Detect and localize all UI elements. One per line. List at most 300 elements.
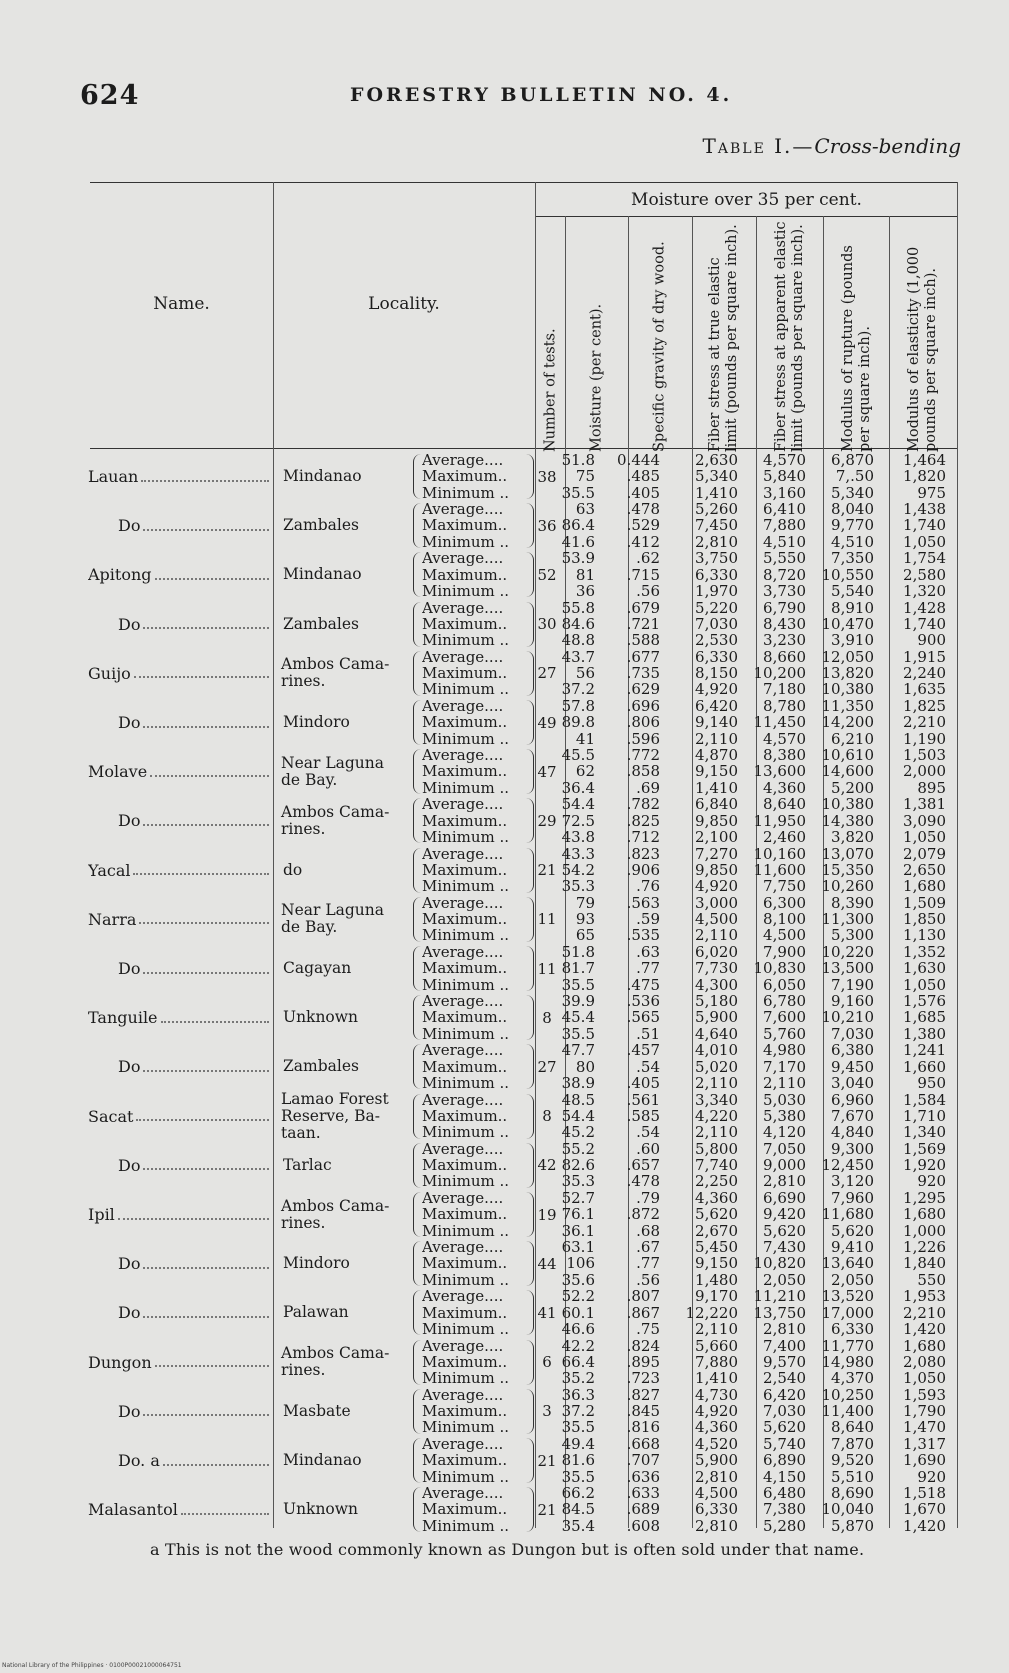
cell-moisture: 35.6 — [561, 1270, 595, 1289]
cell-elasticity: 2,240 — [903, 664, 946, 683]
cell-elasticity: 975 — [917, 483, 946, 502]
cell-elasticity: 1,630 — [903, 959, 946, 978]
cell-moisture: 53.9 — [561, 549, 595, 568]
stat-label: Average.... — [422, 550, 504, 567]
table-row — [90, 600, 958, 649]
cell-fiber-true: 7,730 — [695, 959, 738, 978]
cell-fiber-apparent: 8,100 — [763, 910, 806, 929]
cell-moisture: 36.4 — [561, 778, 595, 797]
cell-fiber-apparent: 11,950 — [753, 811, 806, 830]
cell-fiber-true: 5,340 — [695, 467, 738, 486]
cell-moisture: 66.4 — [561, 1352, 595, 1371]
cell-rupture: 13,820 — [821, 664, 874, 683]
header-fiber-apparent — [759, 220, 821, 452]
row-locality: Ambos Cama- rines. — [281, 655, 390, 691]
cell-elasticity: 1,635 — [903, 680, 946, 699]
cell-gravity: .816 — [626, 1418, 660, 1437]
cell-rupture: 5,340 — [831, 483, 874, 502]
row-name-text: Guijo — [88, 663, 131, 683]
cell-elasticity: 1,050 — [903, 532, 946, 551]
cell-rupture: 10,260 — [821, 877, 874, 896]
header-fiber-true-text: Fiber stress at true elastic limit (pounds per square inch). — [707, 224, 740, 452]
row-locality: do — [283, 860, 303, 879]
cell-fiber-apparent: 7,600 — [763, 1008, 806, 1027]
cell-rupture: 6,380 — [831, 1041, 874, 1060]
cell-fiber-apparent: 4,150 — [763, 1467, 806, 1486]
stat-label: Minimum .. — [422, 484, 510, 501]
row-tests: 30 — [537, 615, 557, 634]
cell-gravity: .79 — [636, 1189, 660, 1207]
cell-fiber-true: 8,150 — [695, 664, 738, 683]
cell-rupture: 4,510 — [831, 532, 874, 551]
cell-fiber-apparent: 8,380 — [763, 746, 806, 765]
table-row — [90, 846, 958, 895]
cell-fiber-apparent: 10,830 — [753, 959, 806, 978]
brace-left — [413, 651, 422, 696]
stat-label: Average.... — [422, 648, 504, 666]
cell-elasticity: 1,428 — [903, 598, 946, 617]
cell-moisture: 81 — [575, 565, 595, 584]
cell-fiber-apparent: 4,570 — [763, 451, 806, 469]
cell-fiber-true: 4,920 — [695, 877, 738, 896]
header-rupture-text: Modulus of rupture (pounds per square inch). — [839, 245, 873, 452]
stat-label: Average.... — [422, 845, 504, 862]
stat-label: Maximum.. — [422, 517, 508, 534]
cell-moisture: 43.3 — [561, 844, 595, 863]
cell-fiber-apparent: 9,420 — [763, 1205, 806, 1224]
stat-label: Average.... — [422, 1337, 504, 1354]
brace-left — [413, 995, 422, 1040]
stat-label: Minimum .. — [422, 1468, 510, 1485]
cell-elasticity: 1,569 — [903, 1139, 946, 1158]
cell-gravity: .67 — [636, 1238, 660, 1257]
cell-rupture: 9,300 — [831, 1139, 874, 1158]
cell-fiber-apparent: 4,360 — [763, 778, 806, 797]
cell-elasticity: 2,650 — [903, 860, 946, 879]
cell-fiber-true: 2,530 — [695, 631, 738, 650]
row-locality: Mindanao — [283, 1451, 362, 1469]
cell-moisture: 41.6 — [561, 532, 595, 551]
row-name — [88, 944, 273, 993]
cell-fiber-true: 6,330 — [695, 565, 738, 584]
cell-moisture: 35.3 — [561, 1172, 595, 1191]
cell-fiber-apparent: 6,890 — [763, 1451, 806, 1470]
cell-fiber-apparent: 6,300 — [763, 893, 806, 912]
row-locality: Zambales — [283, 516, 359, 535]
table-row — [90, 1141, 958, 1190]
cell-moisture: 81.6 — [561, 1451, 595, 1470]
cell-moisture: 106 — [566, 1254, 595, 1273]
cell-gravity: .668 — [626, 1435, 660, 1453]
cell-elasticity: 1,050 — [903, 975, 946, 994]
row-name — [88, 1485, 273, 1534]
row-tests: 8 — [542, 1008, 552, 1027]
cell-gravity: .475 — [626, 975, 660, 994]
cell-moisture: 79 — [575, 893, 595, 912]
header-elasticity-text: Modulus of elasticity (1,000 pounds per square inch). — [906, 246, 939, 452]
cell-gravity: .75 — [636, 1319, 660, 1338]
cell-moisture: 43.8 — [561, 827, 595, 846]
cell-gravity: .906 — [626, 860, 660, 879]
cell-fiber-true: 7,450 — [695, 516, 738, 535]
cell-rupture: 11,300 — [821, 910, 874, 929]
cell-gravity: .677 — [626, 647, 660, 666]
row-locality: Near Laguna de Bay. — [281, 901, 384, 937]
cell-fiber-apparent: 7,400 — [763, 1336, 806, 1355]
cell-moisture: 35.4 — [561, 1516, 595, 1535]
cell-elasticity: 1,840 — [903, 1254, 946, 1273]
row-tests: 21 — [537, 1500, 557, 1519]
cell-fiber-true: 2,110 — [695, 1073, 738, 1092]
cell-gravity: .529 — [626, 516, 660, 535]
cell-moisture: 38.9 — [561, 1073, 595, 1092]
stat-label: Minimum .. — [422, 1320, 510, 1338]
row-name-text: Do — [118, 1254, 141, 1274]
cell-rupture: 8,390 — [831, 893, 874, 912]
cell-fiber-apparent: 11,450 — [753, 713, 806, 732]
cell-rupture: 4,840 — [831, 1123, 874, 1142]
cell-rupture: 10,380 — [821, 680, 874, 699]
header-tests-text: Number of tests. — [542, 328, 559, 452]
row-tests: 8 — [542, 1107, 552, 1126]
cell-elasticity: 1,680 — [903, 1336, 946, 1355]
cell-elasticity: 1,420 — [903, 1319, 946, 1338]
stat-label: Maximum.. — [422, 960, 508, 977]
stat-label: Average.... — [422, 747, 504, 764]
cell-moisture: 63 — [575, 500, 595, 519]
brace-left — [413, 897, 422, 942]
cell-moisture: 35.2 — [561, 1369, 595, 1388]
cell-moisture: 47.7 — [561, 1041, 595, 1060]
row-name-text: Do — [118, 1401, 141, 1421]
cell-gravity: .56 — [636, 581, 660, 600]
cell-fiber-true: 4,010 — [695, 1041, 738, 1060]
cell-fiber-apparent: 6,420 — [763, 1385, 806, 1404]
stat-label: Minimum .. — [422, 1124, 510, 1141]
table-row — [90, 993, 958, 1042]
cell-fiber-apparent: 2,460 — [763, 827, 806, 846]
brace-left — [413, 602, 422, 647]
brace-left — [413, 749, 422, 794]
cell-elasticity: 1,295 — [903, 1189, 946, 1207]
row-tests: 21 — [537, 861, 557, 880]
cell-moisture: 51.8 — [561, 451, 595, 469]
table-row — [90, 1190, 958, 1239]
cell-fiber-true: 5,260 — [695, 500, 738, 519]
cell-fiber-apparent: 6,480 — [763, 1484, 806, 1503]
running-head: FORESTRY BULLETIN NO. 4. — [350, 84, 733, 106]
cell-moisture: 62 — [575, 762, 595, 781]
stat-label: Maximum.. — [422, 1107, 508, 1125]
cell-gravity: .405 — [626, 483, 660, 502]
cell-fiber-apparent: 7,030 — [763, 1402, 806, 1421]
cell-fiber-true: 2,810 — [695, 1516, 738, 1535]
cell-moisture: 45.2 — [561, 1123, 595, 1142]
leader-dots — [143, 627, 269, 629]
cell-rupture: 3,040 — [831, 1073, 874, 1092]
row-name-text: Do — [118, 1303, 141, 1323]
row-name-text: Lauan — [88, 467, 139, 486]
cell-fiber-apparent: 5,550 — [763, 549, 806, 568]
cell-elasticity: 2,580 — [903, 565, 946, 584]
cell-elasticity: 900 — [917, 631, 946, 650]
cell-elasticity: 1,518 — [903, 1484, 946, 1503]
cell-moisture: 35.5 — [561, 1024, 595, 1043]
cell-rupture: 11,770 — [821, 1336, 874, 1355]
row-tests: 6 — [542, 1353, 552, 1372]
table-row — [90, 1485, 958, 1534]
row-tests: 19 — [537, 1205, 557, 1224]
cell-elasticity: 1,740 — [903, 614, 946, 633]
header-tests — [537, 220, 565, 452]
cell-moisture: 55.8 — [561, 598, 595, 617]
cell-fiber-apparent: 6,410 — [763, 500, 806, 519]
cell-gravity: .823 — [626, 844, 660, 863]
stat-label: Average.... — [422, 894, 504, 912]
cell-elasticity: 1,850 — [903, 910, 946, 929]
stat-label: Minimum .. — [422, 1173, 510, 1190]
cell-fiber-apparent: 4,120 — [763, 1123, 806, 1142]
leader-dots — [143, 972, 269, 974]
cell-gravity: .588 — [626, 631, 660, 650]
cell-fiber-apparent: 8,640 — [763, 795, 806, 814]
table-row — [90, 1387, 958, 1436]
row-locality: Unknown — [283, 1008, 359, 1027]
leader-dots — [143, 1414, 269, 1416]
row-locality: Ambos Cama- rines. — [281, 1196, 390, 1232]
cell-moisture: 81.7 — [561, 959, 595, 978]
cell-gravity: .54 — [636, 1123, 660, 1142]
cell-rupture: 10,220 — [821, 943, 874, 961]
cell-fiber-true: 2,110 — [695, 926, 738, 945]
stat-label: Minimum .. — [422, 730, 510, 747]
row-locality: Zambales — [283, 614, 359, 633]
cell-elasticity: 920 — [917, 1172, 946, 1191]
row-tests: 27 — [537, 1057, 557, 1076]
cell-fiber-apparent: 9,000 — [763, 1156, 806, 1175]
header-gravity — [631, 220, 689, 452]
cell-gravity: .596 — [626, 729, 660, 748]
brace-left — [413, 1094, 422, 1139]
cell-fiber-true: 2,110 — [695, 729, 738, 748]
cell-fiber-true: 5,220 — [695, 598, 738, 617]
row-name — [88, 993, 273, 1042]
row-name-text: Malasantol — [88, 1500, 178, 1520]
cell-gravity: .77 — [636, 1254, 660, 1273]
table-caption — [703, 134, 961, 158]
stat-label: Maximum.. — [422, 812, 508, 829]
cell-fiber-apparent: 5,840 — [763, 467, 806, 486]
cell-rupture: 13,500 — [821, 959, 874, 978]
cell-elasticity: 1,464 — [903, 451, 946, 469]
cell-gravity: .68 — [636, 1221, 660, 1240]
header-moisture-text: Moisture (per cent). — [588, 303, 605, 452]
stat-label: Minimum .. — [422, 582, 510, 600]
cell-fiber-apparent: 7,750 — [763, 877, 806, 896]
table-row — [90, 796, 958, 845]
cell-elasticity: 1,690 — [903, 1451, 946, 1470]
row-tests: 44 — [537, 1254, 557, 1273]
cell-fiber-true: 4,300 — [695, 975, 738, 994]
stat-label: Minimum .. — [422, 1271, 510, 1289]
cell-elasticity: 1,381 — [903, 795, 946, 814]
row-name — [88, 1288, 273, 1337]
cell-gravity: .806 — [626, 713, 660, 732]
leader-dots — [141, 480, 269, 482]
cell-gravity: .485 — [626, 467, 660, 486]
cell-moisture: 52.7 — [561, 1189, 595, 1207]
leader-dots — [163, 1464, 269, 1466]
brace-left — [413, 552, 422, 597]
cell-fiber-true: 4,220 — [695, 1106, 738, 1125]
row-tests: 21 — [537, 1451, 557, 1470]
row-name — [88, 698, 273, 747]
cell-moisture: 36.3 — [561, 1385, 595, 1404]
table-row — [90, 1288, 958, 1337]
cell-gravity: .76 — [636, 877, 660, 896]
cell-fiber-apparent: 2,540 — [763, 1369, 806, 1388]
stat-label: Maximum.. — [422, 566, 508, 583]
leader-dots — [143, 726, 269, 728]
cell-fiber-true: 9,850 — [695, 860, 738, 879]
table-row — [90, 747, 958, 796]
cell-elasticity: 1,503 — [903, 746, 946, 765]
leader-dots — [181, 1513, 269, 1515]
stat-label: Minimum .. — [422, 1074, 510, 1092]
table-caption-title: Cross-bending — [814, 134, 961, 158]
stat-label: Minimum .. — [422, 779, 510, 797]
cell-rupture: 5,540 — [831, 581, 874, 600]
leader-dots — [143, 529, 269, 531]
cell-fiber-true: 4,500 — [695, 910, 738, 929]
cell-fiber-true: 5,800 — [695, 1139, 738, 1158]
brace-left — [413, 1389, 422, 1434]
leader-dots — [161, 1021, 269, 1023]
cell-moisture: 35.5 — [561, 1467, 595, 1486]
stat-label: Maximum.. — [422, 911, 508, 928]
cell-elasticity: 1,130 — [903, 926, 946, 945]
cell-gravity: .54 — [636, 1057, 660, 1076]
cell-elasticity: 1,320 — [903, 581, 946, 600]
row-tests: 36 — [537, 516, 557, 535]
stat-label: Minimum .. — [422, 1517, 510, 1535]
row-tests: 47 — [537, 762, 557, 781]
cell-fiber-true: 1,410 — [695, 778, 738, 797]
cell-moisture: 43.7 — [561, 647, 595, 666]
cell-fiber-true: 12,220 — [685, 1303, 738, 1322]
cell-fiber-apparent: 7,900 — [763, 943, 806, 961]
cell-elasticity: 1,754 — [903, 549, 946, 568]
row-locality: Unknown — [283, 1500, 359, 1519]
stat-label: Minimum .. — [422, 632, 510, 649]
page-number: 624 — [80, 80, 140, 111]
cell-fiber-true: 6,420 — [695, 697, 738, 715]
row-name — [88, 747, 273, 796]
cell-fiber-apparent: 2,110 — [763, 1073, 806, 1092]
header-fiber-apparent-text: Fiber stress at apparent elastic limit (pounds per square inch). — [773, 221, 806, 452]
leader-dots — [133, 873, 269, 875]
table-row — [90, 895, 958, 944]
cell-fiber-true: 2,630 — [695, 451, 738, 469]
stat-label: Average.... — [422, 1190, 504, 1207]
cell-moisture: 60.1 — [561, 1303, 595, 1322]
cell-moisture: 42.2 — [561, 1336, 595, 1355]
cell-elasticity: 2,080 — [903, 1352, 946, 1371]
cell-elasticity: 1,380 — [903, 1024, 946, 1043]
stat-label: Average.... — [422, 1091, 504, 1108]
cell-moisture: 65 — [575, 926, 595, 945]
row-locality: Ambos Cama- rines. — [281, 802, 390, 838]
cell-gravity: .858 — [626, 762, 660, 781]
cell-fiber-apparent: 8,430 — [763, 614, 806, 633]
cell-fiber-true: 2,100 — [695, 827, 738, 846]
cell-fiber-true: 9,140 — [695, 713, 738, 732]
cell-elasticity: 1,317 — [903, 1435, 946, 1453]
cell-rupture: 8,910 — [831, 598, 874, 617]
stat-label: Maximum.. — [422, 1255, 508, 1272]
cell-elasticity: 950 — [917, 1073, 946, 1092]
leader-dots — [139, 922, 269, 924]
cell-fiber-apparent: 7,050 — [763, 1139, 806, 1158]
row-name-text: Dungon — [88, 1352, 152, 1372]
cell-moisture: 41 — [575, 729, 595, 748]
row-name — [88, 1042, 273, 1091]
brace-left — [413, 1143, 422, 1188]
leader-dots — [155, 578, 269, 580]
cell-rupture: 14,380 — [821, 811, 874, 830]
row-name — [88, 796, 273, 845]
cell-fiber-apparent: 13,750 — [753, 1303, 806, 1322]
stat-label: Average.... — [422, 599, 504, 616]
cell-rupture: 9,450 — [831, 1057, 874, 1076]
cell-rupture: 2,050 — [831, 1270, 874, 1289]
stat-label: Minimum .. — [422, 878, 510, 895]
cell-fiber-apparent: 4,500 — [763, 926, 806, 945]
cell-elasticity: 1,340 — [903, 1123, 946, 1142]
cell-moisture: 39.9 — [561, 992, 595, 1011]
stat-label: Maximum.. — [422, 615, 508, 633]
cell-moisture: 36.1 — [561, 1221, 595, 1240]
cell-moisture: 84.5 — [561, 1500, 595, 1519]
stat-label: Maximum.. — [422, 763, 508, 780]
cell-moisture: 48.8 — [561, 631, 595, 650]
cell-moisture: 84.6 — [561, 614, 595, 633]
cell-elasticity: 1,680 — [903, 877, 946, 896]
cell-elasticity: 1,740 — [903, 516, 946, 535]
stat-label: Maximum.. — [422, 1304, 508, 1321]
cell-rupture: 14,200 — [821, 713, 874, 732]
scan-imprint: National Library of the Philippines · 0100P00021000064751 — [2, 1662, 182, 1669]
leader-dots — [143, 824, 269, 826]
brace-left — [413, 503, 422, 548]
cell-rupture: 10,470 — [821, 614, 874, 633]
cell-fiber-apparent: 5,760 — [763, 1024, 806, 1043]
cell-rupture: 5,870 — [831, 1516, 874, 1535]
cell-moisture: 46.6 — [561, 1319, 595, 1338]
cell-rupture: 13,640 — [821, 1254, 874, 1273]
cell-fiber-apparent: 7,880 — [763, 516, 806, 535]
stat-label: Minimum .. — [422, 828, 510, 846]
stat-label: Average.... — [422, 501, 504, 518]
table-body — [88, 451, 958, 1535]
row-locality: Palawan — [283, 1303, 349, 1322]
row-locality: Mindanao — [283, 467, 362, 485]
cell-moisture: 54.4 — [561, 1106, 595, 1125]
cell-fiber-apparent: 11,600 — [753, 860, 806, 879]
row-name — [88, 1190, 273, 1239]
cell-rupture: 9,160 — [831, 992, 874, 1011]
cell-fiber-apparent: 8,780 — [763, 697, 806, 715]
